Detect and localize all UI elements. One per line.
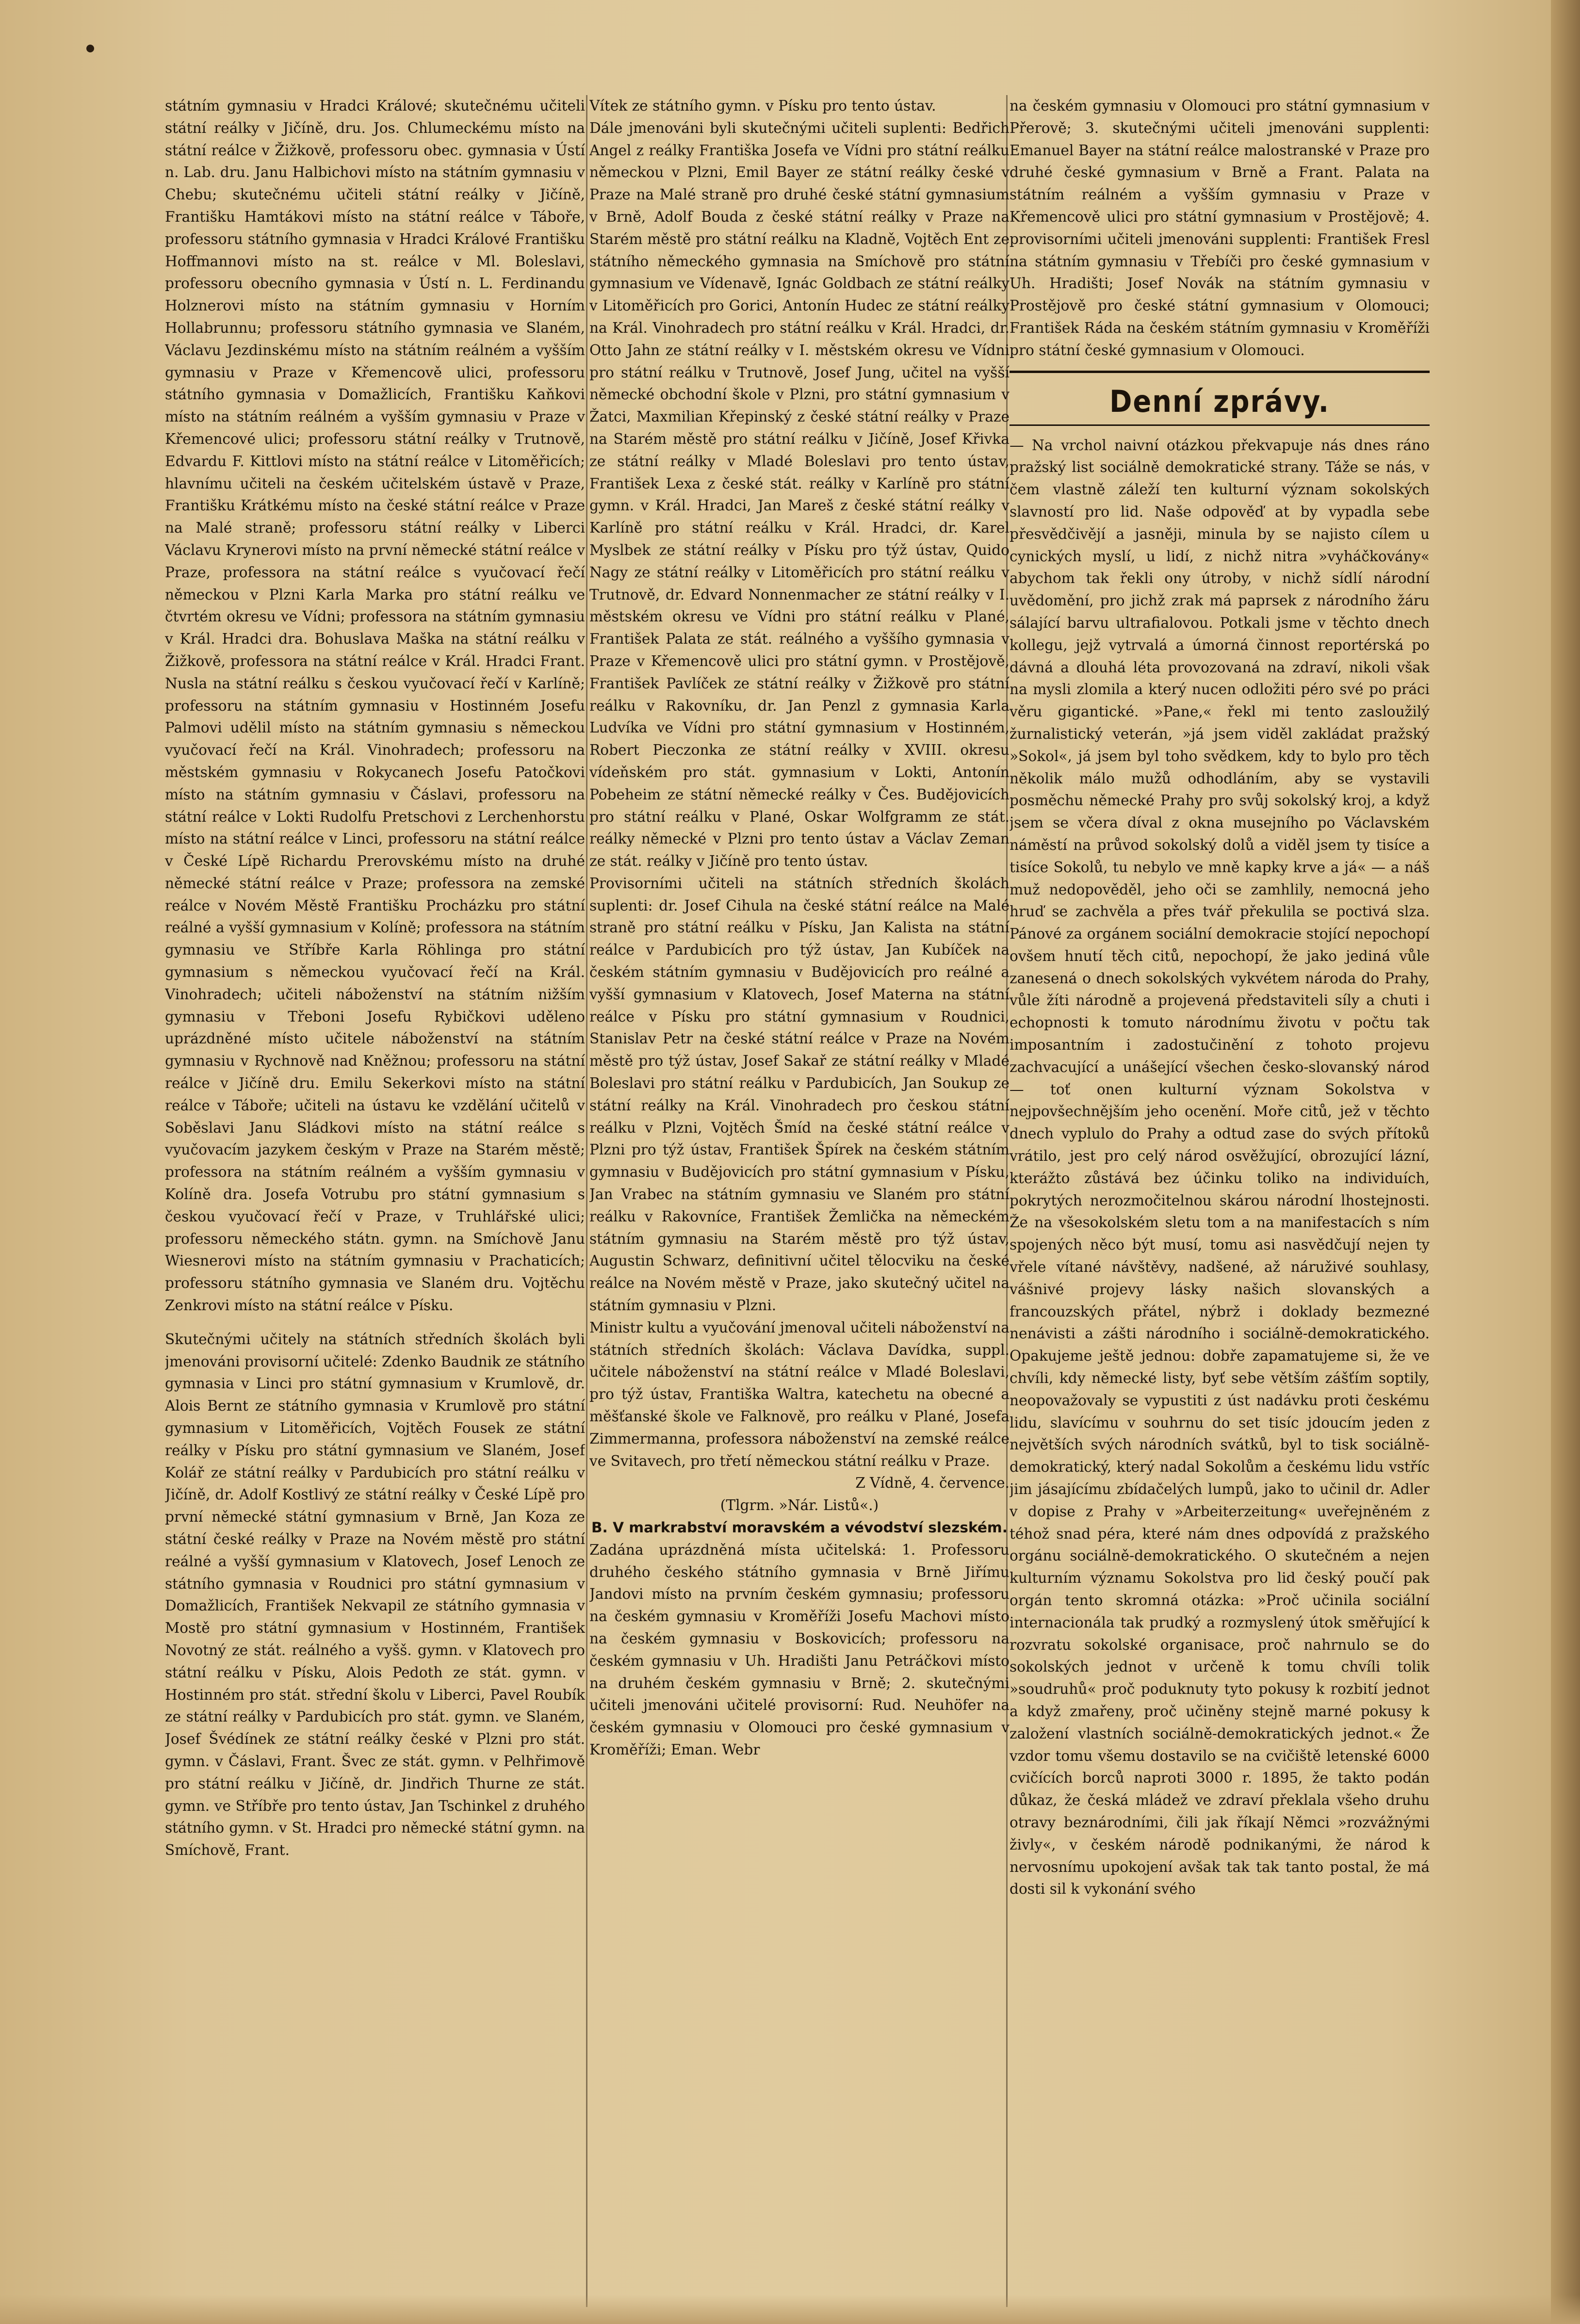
column-1-text-2: Skutečnými učitely na státních středních školách byli jmenováni provisorní učitelé: Zdenko Baudnik ze státního gymnasia v Linci pro státní gymnasium v Krumlově, dr. Alois Bernt ze státního gymnasia v Krumlově pro státní gymnasium v Litoměřicích, Vojtěch Fousek ze státní reálky v Písku pro státní gymnasium ve Slaném, Josef Kolář ze státní reálky v Pardubicích pro státní reálku v Jičíně, dr. Adolf Kostlivý ze státní reálky v České Lípě pro první německé státní gymnasium v Brně, Jan Koza ze státní české reálky v Praze na Novém městě pro státní reálné a vyšší gymnasium v Klatovech, Josef Lenoch ze státního gymnasia v Roudnici pro státní gymnasium v Domažlicích, František Nekvapil ze státního gymnasia v Mostě pro státní gymnasium v Hostinném, František Novotný ze stát. reálného a vyšš. gymn. v Klatovech pro státní reálku v Písku, Alois Pedoth ze stát. gymn. v Hostinném pro stát. střední školu v Liberci, Pavel Roubík ze státní reálky v Pardubicích pro stát. gymn. ve Slaném, Josef Švédínek ze státní reálky české v Plzni pro stát. gymn. v Čáslavi, Frant. Švec ze stát. gymn. v Pelhřimově pro státní reálku v Jičíně, dr. Jindřich Thurne ze stát. gymn. ve Stříbře pro tento ústav, Jan Tschinkel z druhého státního gymn. v St. Hradci pro německé státní gymn. na Smíchově, Frant. [165,1331,585,1859]
column-rule-1 [586,95,587,2307]
column-3-text-1: na českém gymnasiu v Olomouci pro státní gymnasium v Přerově; 3. skutečnými učiteli jmenováni supplenti: Emanuel Bayer na státní reálce malostranské v Praze pro druhé české gymnasium v Brně a Frant. Palata na státním reálném a vyšším gymnasiu v Praze v Křemencově ulici pro státní gymnasium v Prostějově; 4. provisorními učiteli jmenováni supplenti: František Fresl na státním gymnasiu v Třebíči pro české gymnasium v Uh. Hradišti; Josef Novák na státním gymnasiu v Prostějově pro české státní gymnasium v Olomouci; František Ráda na českém státním gymnasiu v Kroměříži pro státní české gymnasium v Olomouci. [1010,98,1430,358]
dateline: Z Vídně, 4. července. [855,1475,1010,1492]
column-2-text-2: Dále jmenováni byli skutečnými učiteli suplenti: Bedřich Angel z reálky Františka Josefa ve Vídni pro státní reálku německou v Plzni, Emil Bayer ze státní reálky české v Praze na Malé straně pro druhé české státní gymnasium v Brně, Adolf Bouda z české státní reálky v Praze na Starém městě pro státní reálku na Kladně, Vojtěch Ent ze státního německého gymnasia na Smíchově pro státní gymnasium ve Vídenavě, Ignác Goldbach ze státní reálky v Litoměřicích pro Gorici, Antonín Hudec ze státní reálky na Král. Vinohradech pro státní reálku v Král. Hradci, dr. Otto Jahn ze státní reálky v I. městském okresu ve Vídni pro státní reálku v Trutnově, Josef Jung, učitel na vyšší německé obchodní škole v Plzni, pro státní gymnasium v Žatci, Maxmilian Křepinský z české státní reálky v Praze na Starém městě pro státní reálku v Jičíně, Josef Křivka ze státní reálky v Mladé Boleslavi pro tento ústav, František Lexa z české stát. reálky v Karlíně pro státní gymn. v Král. Hradci, Jan Mareš z české státní reálky v Karlíně pro státní reálku v Král. Hradci, dr. Karel Myslbek ze státní reálky v Písku pro týž ústav, Quido Nagy ze státní reálky v Litoměřicích pro státní reálku v Trutnově, dr. Edvard Nonnenmacher ze státní reálky v I. městském okresu ve Vídni pro státní reálku v Plané, František Palata ze stát. reálného a vyššího gymnasia v Praze v Křemencově ulici pro státní gymn. v Prostějově, František Pavlíček ze státní reálky v Žižkově pro státní reálku v Rakovníku, dr. Jan Penzl z gymnasia Karla Ludvíka ve Vídni pro státní gymnasium v Hostinném, Robert Pieczonka ze státní reálky v XVIII. okresu vídeňském pro stát. gymnasium v Lokti, Antonín Pobeheim ze státní německé reálky v Čes. Budějovicích pro státní reálku v Plané, Oskar Wolfgramm ze stát. reálky německé v Plzni pro tento ústav a Václav Zeman ze stát. reálky v Jičíně pro tento ústav. [589,119,1010,870]
bottom-shading [0,2295,1580,2324]
telegram-source: (Tlgrm. »Nár. Listů«.) [720,1497,879,1514]
column-2 [589,95,1010,2307]
column-1-text-1: státním gymnasiu v Hradci Králové; skutečnému učiteli státní reálky v Jičíně, dru. Jos. Chlumeckému místo na státní reálce v Žižkově, professoru obec. gymnasia v Ústí n. Lab. dru. Janu Halbichovi místo na státním gymnasiu v Chebu; skutečnému učiteli státní reálky v Jičíně, Františku Hamtákovi místo na státní reálce v Táboře, professoru státního gymnasia v Hradci Králové Františku Hoffmannovi místo na st. reálce v Ml. Boleslavi, professoru obecního gymnasia v Ústí n. L. Ferdinandu Holznerovi místo na státním gymnasiu v Horním Hollabrunnu; professoru státního gymnasia ve Slaném, Václavu Jezdinskému místo na státním reálném a vyšším gymnasiu v Praze v Křemencově ulici, professoru státního gymnasia v Domažlicích, Františku Kaňkovi místo na státním reálném a vyšším gymnasiu v Praze v Křemencové ulici; professoru státní reálky v Trutnově, Edvardu F. Kittlovi místo na státní reálce v Litoměřicích; hlavnímu učiteli na českém učitelském ústavě v Praze, Františku Krátkému místo na české státní reálce v Praze na Malé straně; professoru státní reálky v Liberci Václavu Krynerovi místo na první německé státní reálce v Praze, professora na státní reálce s vyučovací řečí německou v Plzni Karla Marka pro státní reálku ve čtvrtém okresu ve Vídni; professora na státním gymnasiu v Král. Hradci dra. Bohuslava Maška na státní reálku v Žižkově, professora na státní reálce v Král. Hradci Frant. Nusla na státní reálku s českou vyučovací řečí v Karlíně; professoru na státním gymnasiu v Hostinném Josefu Palmovi udělil místo na státním gymnasiu s německou vyučovací řečí na Král. Vinohradech; professoru na městském gymnasiu v Rokycanech Josefu Patočkovi místo na státním gymnasiu v Čáslavi, professoru na státní reálce v Lokti Rudolfu Pretschovi z Lerchenhorstu místo na státní reálce v Linci, professoru na státní reálce v České Lípě Richardu Prerovskému místo na druhé německé státní reálce v Praze; professora na zemské reálce v Novém Městě Františku Procházku pro státní reálné a vyšší gymnasium v Kolíně; professora na státním gymnasiu ve Stříbře Karla Röhlinga pro státní gymnasium s německou vyučovací řečí na Král. Vinohradech; učiteli náboženství na státním nižším gymnasiu v Třeboni Josefu Rybičkovi uděleno uprázdněné místo učitele náboženství na státním gymnasiu v Rychnově nad Kněžnou; professoru na státní reálce v Jičíně dru. Emilu Sekerkovi místo na státní reálce v Táboře; učiteli na ústavu ke vzdělání učitelů v Soběslavi Janu Sládkovi místo na státní reálce s vyučovacím jazykem českým v Praze na Starém městě; professora na státním reálném a vyšším gymnasiu v Kolíně dra. Josefa Votrubu pro státní gymnasium s českou vyučovací řečí v Praze, v Truhlářské ulici; professoru německého státn. gymn. na Smíchově Janu Wiesnerovi místo na státním gymnasiu v Prachaticích; professoru státního gymnasia ve Slaném dru. Vojtěchu Zenkrovi místo na státní reálce v Písku. [165,98,585,1314]
section-rule [1010,371,1430,373]
column-2-text-3: Provisorními učiteli na státních středních školách suplenti: dr. Josef Cihula na české státní reálce na Malé straně pro státní reálku v Písku, Jan Kalista na státní reálce v Pardubicích pro týž ústav, Jan Kubíček na českém státním gymnasiu v Budějovicích pro reálné a vyšší gymnasium v Klatovech, Josef Materna na státní reálce v Písku pro státní gymnasium v Roudnici, Stanislav Petr na české státní reálce v Praze na Novém městě pro týž ústav, Josef Sakař ze státní reálky v Mladé Boleslavi pro státní reálku v Pardubicích, Jan Soukup ze státní reálky na Král. Vinohradech pro českou státní reálku v Plzni, Vojtěch Šmíd na české státní reálce v Plzni pro týž ústav, František Špírek na českém státním gymnasiu v Budějovicích pro státní gymnasium v Písku, Jan Vrabec na státním gymnasiu ve Slaném pro státní reálku v Rakovníce, František Žemlička na německém státním gymnasiu na Starém městě pro týž ústav, Augustin Schwarz, definitivní učitel tělocviku na české reálce na Novém městě v Praze, jako skutečný učitel na státním gymnasiu v Plzni. [589,875,1010,1314]
column-3 [1010,95,1430,2307]
column-1 [165,95,585,2307]
column-3-text-2: — Na vrchol naivní otázkou překvapuje nás dnes ráno pražský list sociálně demokratické strany. Táže se nás, v čem vlastně záleží ten kulturní význam sokolských slavností pro lid. Naše odpověď at by vypadla sebe přesvědčivějí a jasněji, minula by se najisto cílem u cynických myslí, u lidí, z nichž nitra »vyháčkovány« abychom tak řekli ony útroby, v nichž sídlí národní uvědomění, pro jichž zrak má paprsek z národního žáru sálající barvu ultrafialovou. Potkali jsme v těchto dnech kollegu, jejž vytrvalá a úmorná činnost reportérská po dávná a dlouhá léta provozovaná na zdraví, nikoli však na mysli zlomila a který nucen odložiti péro své po práci věru gigantické. »Pane,« řekl mi tento zasloužilý žurnalistický veterán, »já jsem viděl zakládat pražský »Sokol«, já jsem byl toho svědkem, kdy to bylo pro těch několik málo mužů odhodláním, aby se vystavili posměchu německé Prahy pro svůj sokolský kroj, a když jsem se včera díval z okna musejního po Václavském náměstí na průvod sokolský dolů a viděl jsem ty tisíce a tisíce Sokolů, tu nebylo ve mně kapky krve a já« — a náš muž nedopověděl, jeho oči se zamhlily, nemocná jeho hruď se zachvěla a přes tvář překulila se poctivá slza. Pánové za orgánem sociální demokracie stojící nepochopí ovšem hnutí těch citů, nepochopí, že jako jediná vůle zanesená o dnech sokolských vykvétem národa do Prahy, vůle žíti národně a projevená představiteli síly a chuti i echopnosti k tomuto národnímu životu v počtu tak imposantním i zadostučinění z tohoto projevu zachvacující a unášející všechen česko-slovanský národ — toť onen kulturní význam Sokolstva v nejpovšechnějším jeho ocenění. Moře citů, jež v těchto dnech vyplulo do Prahy a odtud zase do svých přítoků vrátilo, jest pro celý národ osvěžující, obrozující lázní, kterážto zůstává bez účinku toliko na individuích, pokrytých nerozmočitelnou skárou národní lhostejnosti. Že na všesokolském sletu tom a na manifestacích s ním spojených něco být musí, tomu asi nasvědčují nejen ty vřele vítané návštěvy, nadšené, až náruživé souhlasy, vášnivé projevy lásky našich slovanských a francouzských přátel, nýbrž i doklady bezmezné nenávisti a zášti národního i sociálně-demokratického. Opakujeme ještě jednou: dobře zapamatujeme si, že ve chvíli, kdy německé listy, byť sebe větším zášťím soptily, neopovažovaly se vypustiti z úst nadávku proti českému lidu, slavícímu v souhrnu do set tisíc jdoucím jeden z největších svých národních svátků, byl to tisk sociálně-demokratický, který nadal Sokolům a českému lidu vstříc jim jásajícímu zbídačelých lumpů, jako to učinil dr. Adler v dopise z Prahy v »Arbeiterzeitung« uveřejněném z téhož snad péra, které nám dnes odpovídá z pražského orgánu sociálně-demokratického. O skutečném a nejen kulturním významu Sokolstva pro lid český poučí pak orgán tento skromná otázka: »Proč učinila sociální internacionála tak prudký a rozmyslený útok směřující k rozvratu sokolské organisace, proč nahrnulo se do sokolských jednot v určeně k tomu chvíli tolik »soudruhů« proč poduknuty tyto pokusy k rozbití jednot a když zmařeny, proč učiněny stejně marné pokusy k založení vlastních sociálně-demokratických jednot.« Že vzdor tomu všemu dostavilo se na cvičiště letenské 6000 cvičících borců naproti 3000 r. 1895, že takto podán důkaz, že česká mládež ve zdraví překlala všeho druhu otravy beznárodními, čili jak říkají Němci »rozvážnými živly«, v českém národě podnikanými, že národ k nervosnímu upokojení avšak tak tak tanto postal, že má dosti sil k vykonání svého [1010,437,1430,1898]
column-2-text-5: Zadána uprázdněná místa učitelská: 1. Professoru druhého českého státního gymnasia v Brně Jiřímu Jandovi místo na prvním českém gymnasiu; professoru na českém gymnasiu v Kroměříži Josefu Machovi místo na českém gymnasiu v Boskovicích; professoru na českém gymnasiu v Uh. Hradišti Janu Petráčkovi místo na druhém českém gymnasiu v Brně; 2. skutečnými učiteli jmenováni učitelé provisorní: Rud. Neuhöfer na českém gymnasiu v Olomouci pro české gymnasium v Kroměříži; Eman. Webr [589,1541,1010,1758]
ink-dot [86,45,94,52]
section-title-rule [1010,424,1430,426]
page-edge-shadow [1551,0,1580,2324]
section-heading-b: B. V markrabství moravském a vévodství slezském. [591,1519,1008,1536]
section-title: Denní zprávy. [1109,383,1330,419]
column-2-text-1: Vítek ze státního gymn. v Písku pro tento ústav. [589,98,936,114]
column-2-text-4: Ministr kultu a vyučování jmenoval učiteli náboženství na státních středních školách: Václava Davídka, suppl. učitele náboženství na státní reálce v Mladé Boleslavi, pro týž ústav, Františka Waltra, katechetu na obecné a měšťanské škole ve Falknově, pro reálku v Plané, Josefa Zimmermanna, professora náboženství na zemské reálce ve Svitavech, pro třetí německou státní reálku v Praze. [589,1319,1010,1469]
